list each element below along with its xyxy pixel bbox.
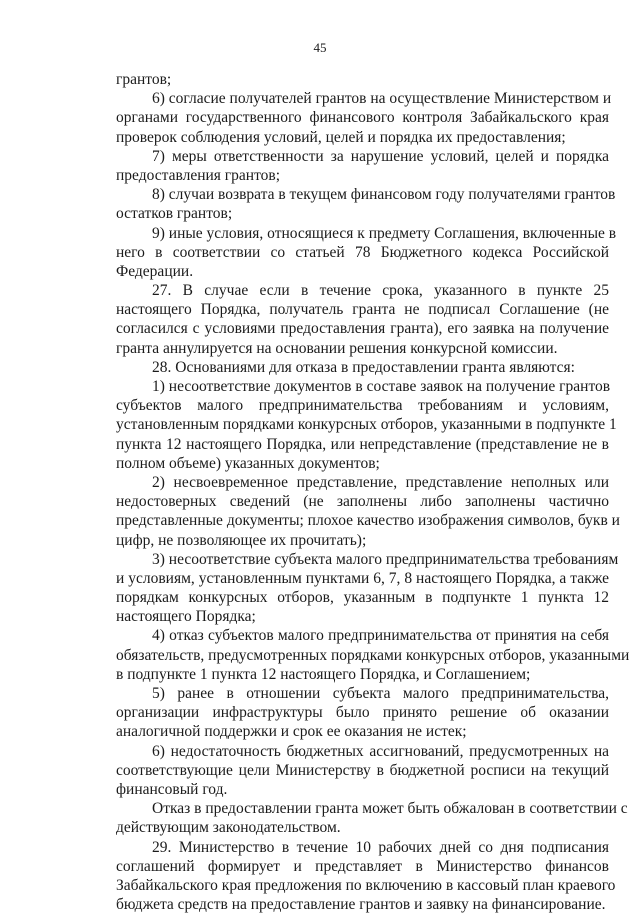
- text-line: Отказ в предоставлении гранта может быть обжалован в соответствии с: [152, 800, 628, 818]
- text-line: остатков грантов;: [116, 205, 233, 223]
- text-line: 28. Основаниями для отказа в предоставлении гранта являются:: [152, 358, 575, 376]
- text-line: цифр, не позволяющее их прочитать);: [116, 531, 367, 549]
- text-line: 7) меры ответственности за нарушение условий, целей и порядка: [152, 147, 609, 165]
- page-number: 45: [313, 40, 327, 55]
- text-line: 6) согласие получателей грантов на осуществление Министерством и: [152, 90, 612, 108]
- text-line: 27. В случае если в течение срока, указанного в пункте 25: [152, 282, 609, 300]
- document-body: [116, 70, 630, 914]
- text-line: установленным порядками конкурсных отборов, указанными в подпункте 1: [116, 416, 617, 434]
- text-line: полном объеме) указанных документов;: [116, 454, 380, 472]
- text-line: него в соответствии со статьей 78 Бюджетного кодекса Российской: [116, 243, 609, 261]
- text-line: 29. Министерство в течение 10 рабочих дней со дня подписания: [152, 838, 609, 856]
- text-line: бюджета средств на предоставление грантов и заявку на финансирование.: [116, 896, 606, 914]
- text-line: аналогичной поддержки и срок ее оказания не истек;: [116, 723, 467, 741]
- text-line: и условиям, установленным пунктами 6, 7, 8 настоящего Порядка, а также: [116, 569, 609, 587]
- text-line: организации инфраструктуры было принято решение об оказании: [116, 704, 609, 722]
- text-line: Федерации.: [116, 262, 194, 280]
- text-line: 6) недостаточность бюджетных ассигнований, предусмотренных на: [152, 742, 609, 760]
- text-line: предоставления грантов;: [116, 166, 281, 184]
- text-line: 8) случаи возврата в текущем финансовом году получателями грантов: [152, 186, 616, 204]
- text-line: органами государственного финансового контроля Забайкальского края: [116, 109, 609, 127]
- text-line: представленные документы; плохое качество изображения символов, букв и: [116, 512, 620, 530]
- text-line: субъектов малого предпринимательства требованиям и условиям,: [116, 397, 609, 415]
- text-line: пункта 12 настоящего Порядка, или непредставление (представление не в: [116, 435, 609, 453]
- text-line: 2) несвоевременное представление, представление неполных или: [152, 473, 609, 491]
- text-line: 3) несоответствие субъекта малого предпринимательства требованиям: [152, 550, 619, 568]
- text-line: настоящего Порядка;: [116, 608, 256, 626]
- text-line: действующим законодательством.: [116, 819, 341, 837]
- text-line: 4) отказ субъектов малого предпринимательства от принятия на себя: [152, 627, 609, 645]
- text-line: Забайкальского края предложения по включению в кассовый план краевого: [116, 876, 616, 894]
- text-line: согласился с условиями предоставления гранта), его заявка на получение: [116, 320, 609, 338]
- text-line: грантов;: [116, 71, 172, 88]
- text-line: 1) несоответствие документов в составе заявок на получение грантов: [152, 378, 611, 395]
- text-line: настоящего Порядка, получатель гранта не подписал Соглашение (не: [116, 301, 609, 319]
- text-line: недостоверных сведений (не заполнены либо заполнены частично: [116, 493, 609, 511]
- text-line: соответствующие цели Министерству в бюджетной росписи на текущий: [116, 761, 609, 779]
- text-line: 9) иные условия, относящиеся к предмету Соглашения, включенные в: [152, 224, 617, 242]
- text-line: соглашений формирует и представляет в Министерство финансов: [116, 857, 609, 875]
- text-line: проверок соблюдения условий, целей и порядка их предоставления;: [116, 128, 566, 146]
- text-line: порядкам конкурсных отборов, указанным в подпункте 1 пункта 12: [116, 589, 609, 607]
- text-line: 5) ранее в отношении субъекта малого предпринимательства,: [152, 685, 609, 702]
- text-line: обязательств, предусмотренных порядками конкурсных отборов, указанными: [116, 646, 630, 664]
- text-line: в подпункте 1 пункта 12 настоящего Порядка, и Соглашением;: [116, 665, 531, 683]
- text-line: финансовый год.: [116, 780, 228, 798]
- text-line: гранта аннулируется на основании решения конкурсной комиссии.: [116, 339, 558, 357]
